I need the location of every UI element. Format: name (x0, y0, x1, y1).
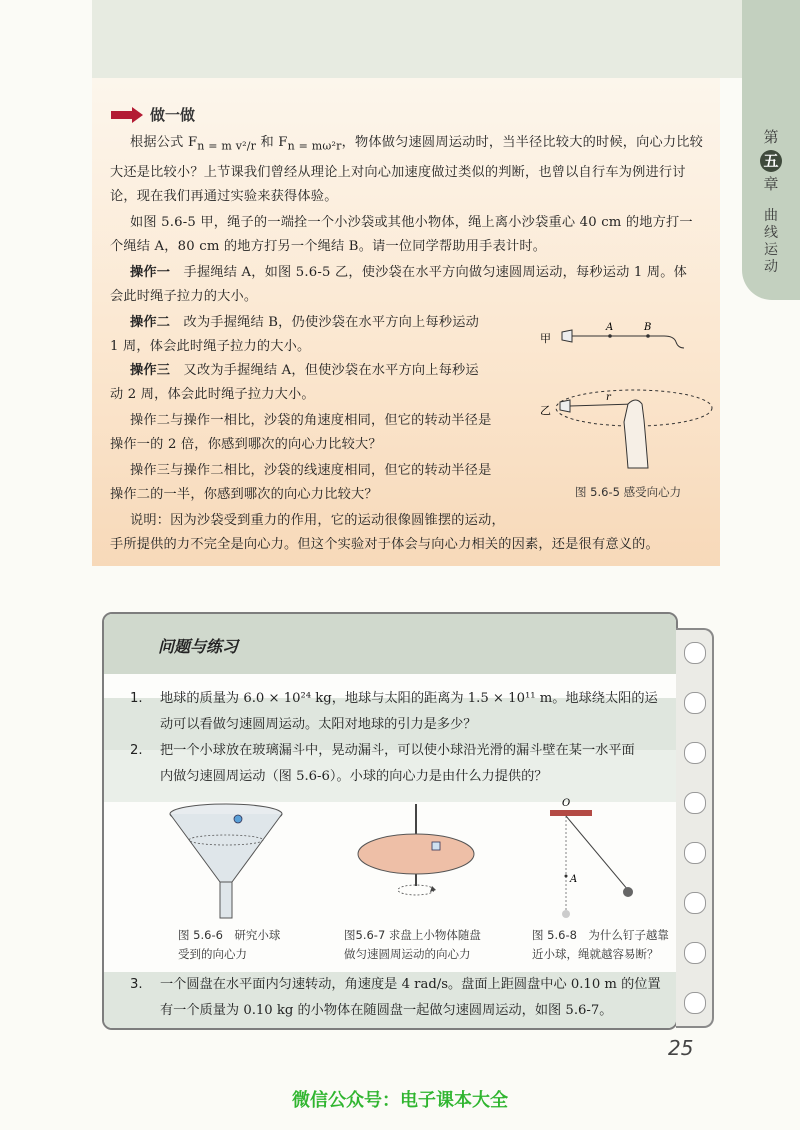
knot-A (608, 334, 612, 338)
para-1-text-b: ，物体做匀速圆周运动时，当半径比较大的时候，向心力比较 (341, 135, 704, 150)
caption-line: 受到的向心力 (178, 947, 247, 961)
formula-1: n = m v²/r (197, 139, 257, 153)
caption-line: 近小球，绳就越容易断？ (532, 947, 659, 961)
question-3-line-2: 有一个质量为 0.10 kg 的小物体在随圆盘一起做匀速圆周运动，如图 5.6-7。 (160, 1003, 613, 1018)
chapter-prefix: 第 (763, 128, 779, 146)
operation-3-line-1 (130, 358, 479, 383)
hand (624, 400, 648, 468)
question-1-line-2: 动可以看做匀速圆周运动。太阳对地球的引力是多少？ (160, 717, 477, 732)
para-1-text-mid: 和 F (256, 135, 288, 150)
chapter-suffix: 章 (763, 175, 779, 193)
label-O: O (562, 798, 571, 809)
page-number: 25 (668, 1036, 694, 1060)
wechat-watermark: 微信公众号：电子课本大全 (292, 1090, 508, 1111)
figure-5-6-5-caption: 图 5.6-5 感受向心力 (575, 485, 682, 499)
activity-title: 做一做 (150, 106, 196, 124)
binder-ring (684, 942, 706, 964)
question-1-text: 地球的质量为 6.0 × 10²⁴ kg，地球与太阳的距离为 1.5 × 10¹¹ m。地球绕太阳的运 (160, 691, 658, 706)
caption-line: 图 5.6-8 为什么钉子越靠 (532, 928, 669, 942)
sandbag-yi (560, 400, 570, 412)
pendulum-figure (544, 794, 644, 924)
exercise-header (104, 614, 676, 674)
funnel-figure (164, 800, 294, 920)
chapter-title (742, 208, 800, 276)
operation-1-line-2: 会此时绳子拉力的大小。 (110, 289, 258, 304)
note-line-1: 说明：因为沙袋受到重力的作用，它的运动很像圆锥摆的运动， (130, 513, 505, 528)
binder-ring (684, 692, 706, 714)
para-1-line-2: 大还是比较小？上节课我们曾经从理论上对向心加速度做过类似的判断，也曾以自行车为例进行讨 (110, 165, 686, 180)
question-2-line-1 (130, 738, 635, 763)
sandbag-jia (562, 330, 572, 342)
caption-line: 做匀速圆周运动的向心力 (344, 947, 471, 961)
label-yi: 乙 (540, 404, 551, 417)
chapter-title-char: 动 (764, 259, 778, 275)
figure-5-6-5 (536, 312, 716, 502)
turntable-figure (354, 804, 484, 914)
question-2-line-2: 内做匀速圆周运动（图 5.6-6）。小球的向心力是由什么力提供的？ (160, 769, 548, 784)
rope-yi (570, 404, 634, 406)
operation-3-line-2: 动 2 周，体会此时绳子拉力大小。 (110, 387, 315, 402)
binder-ring (684, 892, 706, 914)
question-2-number: 2. (130, 743, 143, 758)
question-1-line-1 (130, 686, 658, 711)
caption-line: 图 5.6-6 研究小球 (178, 928, 281, 942)
knot-B (646, 334, 650, 338)
figure-5-6-7-caption (344, 926, 481, 964)
rope-tail (664, 336, 684, 348)
question-3-line-1 (130, 972, 661, 997)
operation-2-text: 改为手握绳结 B，仍使沙袋在水平方向上每秒运动 (170, 315, 479, 330)
para-1-line-3: 论，现在我们再通过实验来获得体验。 (110, 189, 338, 204)
binder-ring (684, 992, 706, 1014)
question-2-text: 把一个小球放在玻璃漏斗中，晃动漏斗，可以使小球沿光滑的漏斗壁在某一水平面 (160, 743, 635, 758)
operation-3-label: 操作三 (130, 363, 171, 378)
binder-ring (684, 792, 706, 814)
exercise-title: 问题与练习 (158, 637, 239, 656)
label-A-fig8: A (570, 874, 578, 885)
operation-2-label: 操作二 (130, 315, 171, 330)
binder-ring (684, 742, 706, 764)
chapter-title-char: 线 (764, 225, 778, 241)
operation-2-line-1 (130, 310, 479, 335)
label-A: A (606, 322, 614, 333)
compare-2-line-1: 操作三与操作二相比，沙袋的线速度相同，但它的转动半径是 (130, 463, 492, 478)
top-band (92, 0, 742, 78)
chapter-side-tab (742, 0, 800, 300)
operation-1-text: 手握绳结 A，如图 5.6-5 乙，使沙袋在水平方向做匀速圆周运动，每秒运动 1 周。体 (170, 265, 688, 280)
note-line-2: 手所提供的力不完全是向心力。但这个实验对于体会与向心力相关的因素，还是很有意义的。 (110, 537, 659, 552)
label-jia: 甲 (540, 332, 551, 345)
para-1-text-a: 根据公式 F (130, 135, 198, 150)
chapter-title-char: 曲 (764, 208, 778, 224)
chapter-title-char: 运 (764, 242, 778, 258)
para-2-line-1: 如图 5.6-5 甲，绳子的一端拴一个小沙袋或其他小物体，绳上离小沙袋重心 40 cm 的地方打一 (130, 215, 693, 230)
compare-1-line-2: 操作一的 2 倍，你感到哪次的向心力比较大？ (110, 437, 382, 452)
binder-ring (684, 842, 706, 864)
question-1-number: 1. (130, 691, 143, 706)
binder-ring (684, 642, 706, 664)
figure-5-6-8-caption (532, 926, 669, 964)
label-r: r (606, 392, 611, 403)
compare-2-line-2: 操作二的一半，你感到哪次的向心力比较大？ (110, 487, 378, 502)
question-3-number: 3. (130, 977, 143, 992)
arrow-right-icon (110, 107, 144, 123)
question-3-text: 一个圆盘在水平面内匀速转动，角速度是 4 rad/s。盘面上距圆盘中心 0.10 m 的位置 (160, 977, 661, 992)
para-2-line-2: 个绳结 A，80 cm 的地方打另一个绳结 B。请一位同学帮助用手表计时。 (110, 239, 547, 254)
label-B: B (644, 322, 652, 333)
operation-2-line-2: 1 周，体会此时绳子拉力的大小。 (110, 339, 311, 354)
operation-3-text: 又改为手握绳结 A，但使沙袋在水平方向上每秒运 (170, 363, 479, 378)
activity-heading (110, 104, 195, 125)
operation-1-line-1 (130, 260, 687, 285)
para-1-line-1 (130, 130, 720, 159)
binder-rings (676, 628, 714, 1028)
operation-1-label: 操作一 (130, 265, 171, 280)
chapter-number (742, 128, 800, 194)
exercise-box (102, 612, 678, 1030)
figure-5-6-6-caption (178, 926, 280, 964)
caption-line: 图5.6-7 求盘上小物体随盘 (344, 928, 481, 942)
formula-2: n = mω²r (287, 139, 342, 153)
chapter-num: 五 (760, 150, 782, 172)
compare-1-line-1: 操作二与操作一相比，沙袋的角速度相同，但它的转动半径是 (130, 413, 492, 428)
